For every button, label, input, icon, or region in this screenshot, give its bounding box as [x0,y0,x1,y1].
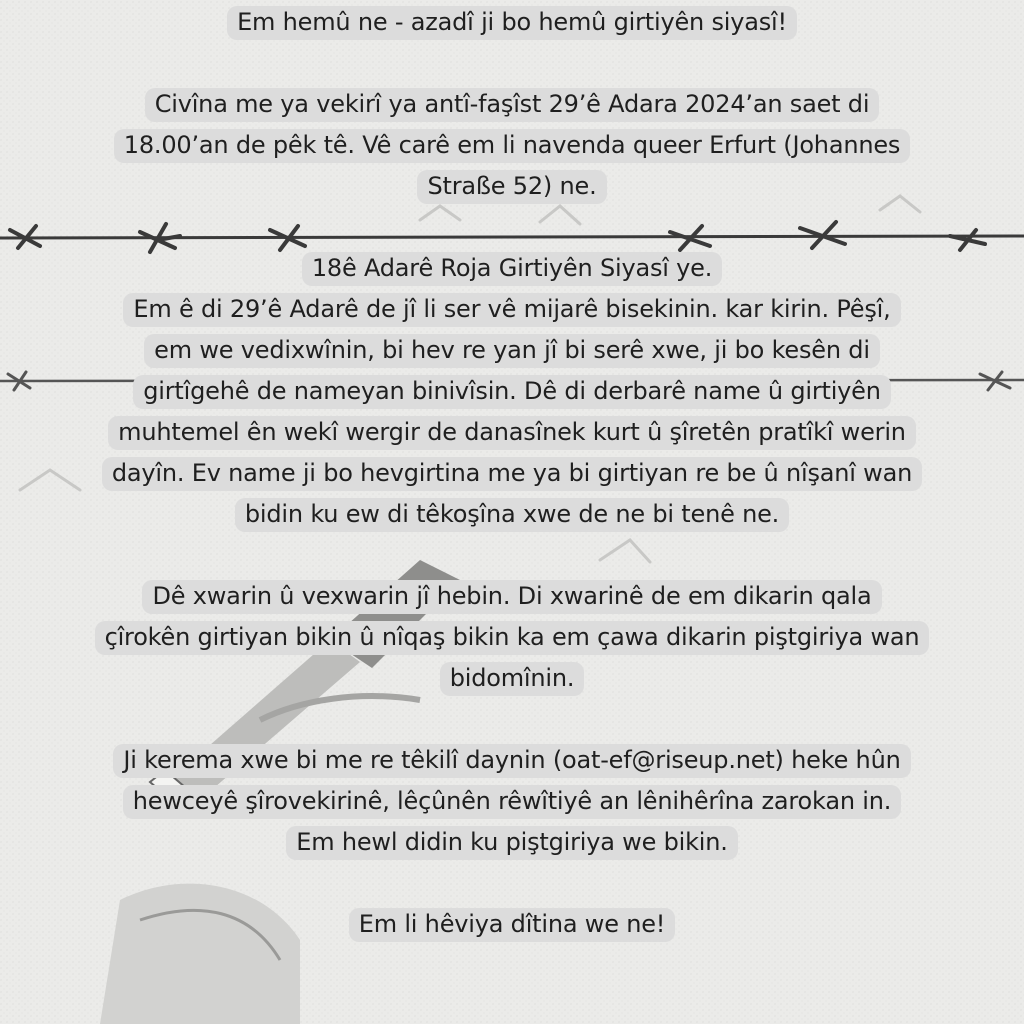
closing-block [0,904,1024,945]
paragraph-line: em we vedixwînin, bi hev re yan jî bi serê xwe, ji bo kesên di [144,334,880,368]
closing: Em li hêviya dîtina we ne! [349,908,675,942]
paragraph-food [0,576,1024,699]
paragraph-meeting [0,84,1024,207]
paragraph-line: Em ê di 29’ê Adarê de jî li ser vê mijarê bisekinin. kar kirin. Pêşî, [123,293,900,327]
paragraph-line: bidin ku ew di têkoşîna xwe de ne bi tenê ne. [235,498,789,532]
paragraph-line: Civîna me ya vekirî ya antî-faşîst 29’ê Adara 2024’an saet di [145,88,880,122]
paragraph-line: girtîgehê de nameyan binivîsin. Dê di derbarê name û girtiyên [133,375,891,409]
greeting: Em hemû ne - azadî ji bo hemû girtiyên siyasî! [227,6,797,40]
paragraph-line: dayîn. Ev name ji bo hevgirtina me ya bi girtiyan re be û nîşanî wan [102,457,922,491]
paragraph-line: muhtemel ên wekî wergir de danasînek kurt û şîretên pratîkî werin [108,416,916,450]
greeting-block [0,2,1024,43]
paragraph-contact [0,740,1024,863]
paragraph-line: bidomînin. [440,662,585,696]
paragraph-line: Straße 52) ne. [417,170,606,204]
paragraph-line: Em hewl didin ku piştgiriya we bikin. [286,826,737,860]
paragraph-political-prisoners [0,248,1024,535]
paragraph-line: 18.00’an de pêk tê. Vê carê em li navenda queer Erfurt (Johannes [114,129,910,163]
paragraph-line: hewceyê şîrovekirinê, lêçûnên rêwîtiyê an lênihêrîna zarokan in. [123,785,901,819]
paragraph-line: Ji kerema xwe bi me re têkilî daynin (oat-ef@riseup.net) heke hûn [113,744,910,778]
paragraph-line: çîrokên girtiyan bikin û nîqaş bikin ka em çawa dikarin piştgiriya wan [95,621,930,655]
paragraph-line: 18ê Adarê Roja Girtiyên Siyasî ye. [302,252,722,286]
paragraph-line: Dê xwarin û vexwarin jî hebin. Di xwarinê de em dikarin qala [142,580,881,614]
